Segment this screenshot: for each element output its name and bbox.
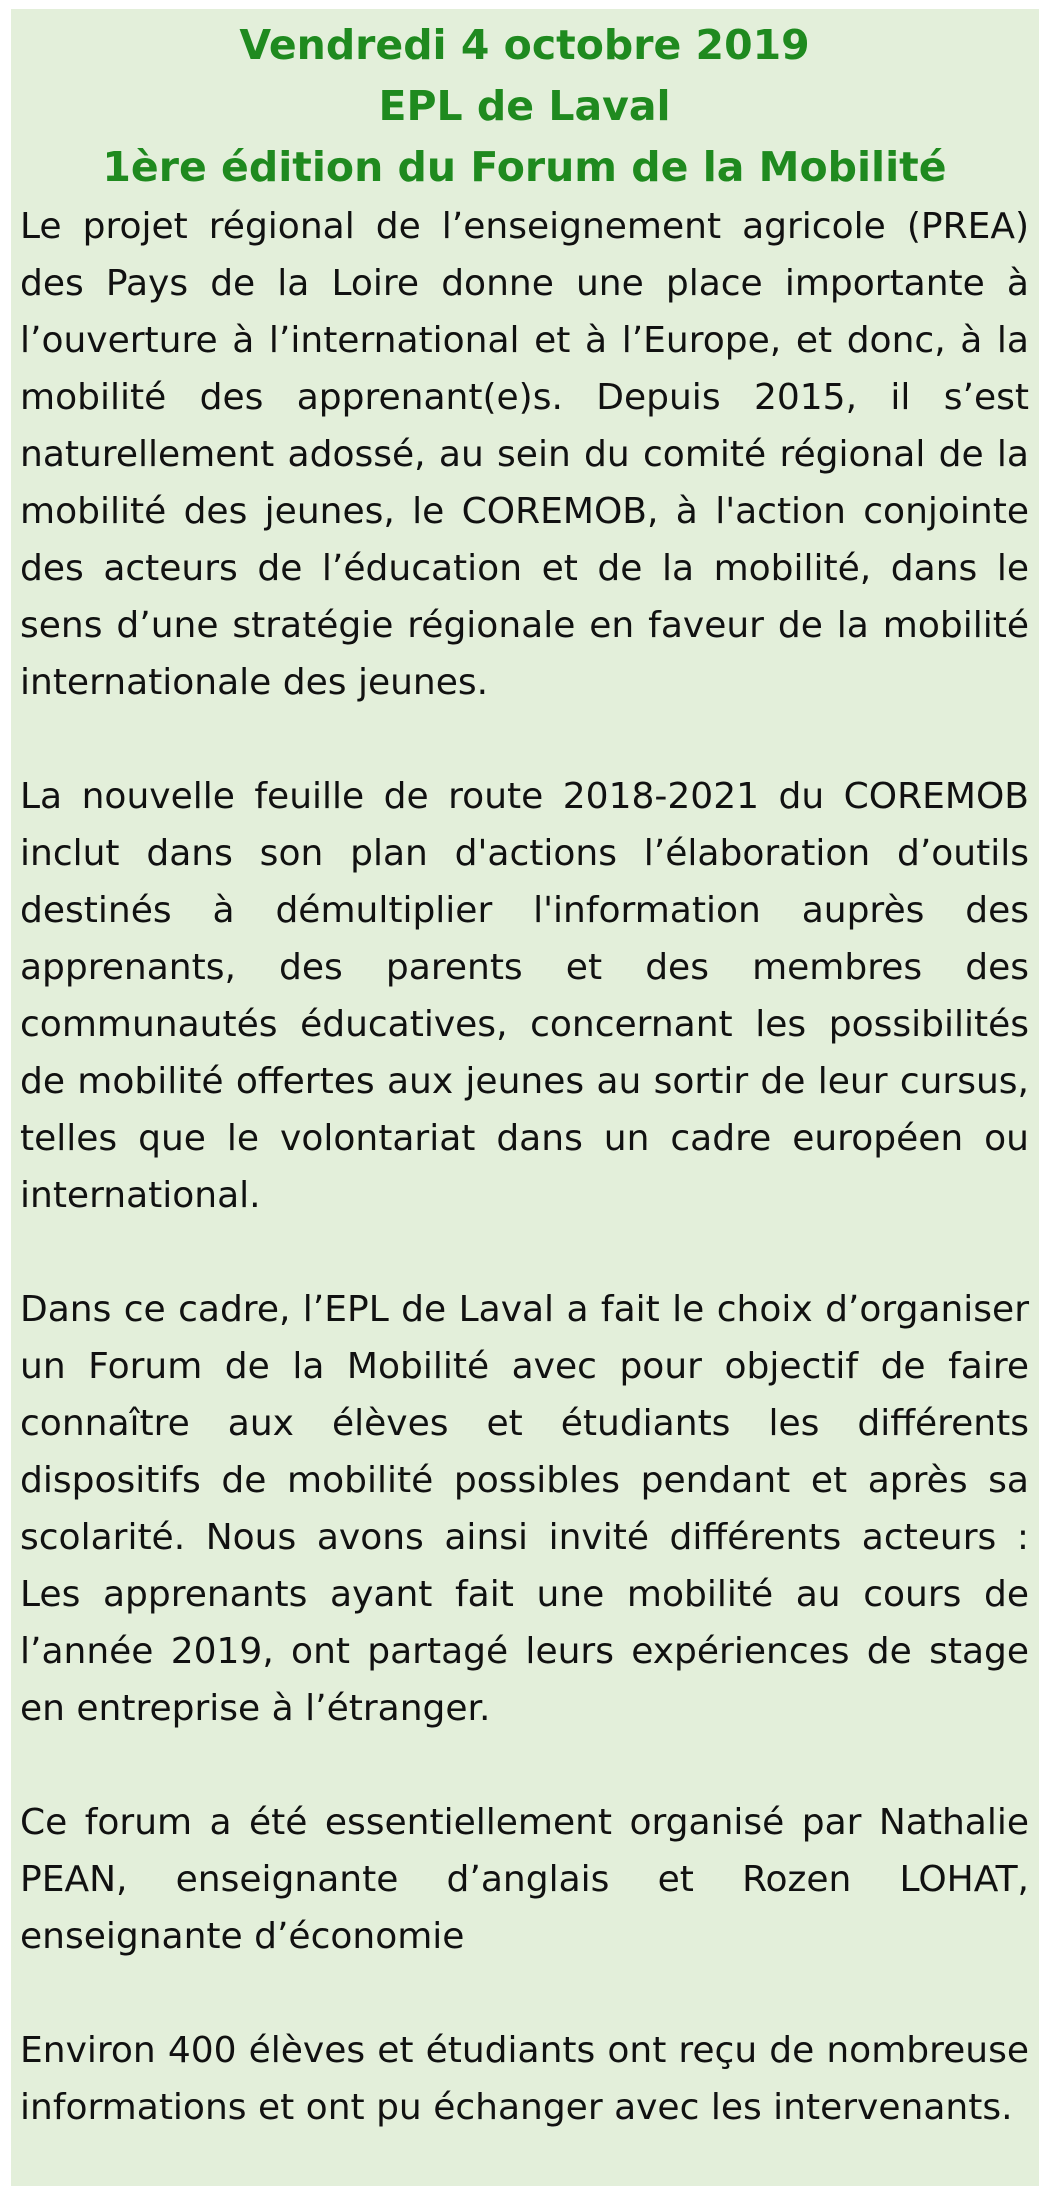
heading-location: EPL de Laval [378,82,671,130]
paragraph-attendance: Environ 400 élèves et étudiants ont reçu de nombreuse informations et ont pu échanger avec les intervenants. [20,2030,1029,2128]
paragraph-organizers: Ce forum a été essentiellement organisé par Nathalie PEAN, enseignante d’anglais et Rozen LOHAT, enseignante d’économie [20,1802,1029,1957]
article-heading [20,15,1029,198]
paragraph-coremob: La nouvelle feuille de route 2018-2021 du COREMOB inclut dans son plan d'actions l’élaboration d’outils destinés à démultiplier l'information auprès des apprenants, des parents et des membres des communautés éducatives, concernant les possibilités de mobilité offertes aux jeunes au sortir de leur cursus, telles que le volontariat dans un cadre européen ou international. [20,776,1029,1216]
paragraph-prea: Le projet régional de l’enseignement agricole (PREA) des Pays de la Loire donne une place importante à l’ouverture à l’international et à l’Europe, et donc, à la mobilité des apprenant(e)s. Depuis 2015, il s’est naturellement adossé, au sein du comité régional de la mobilité des jeunes, le COREMOB, à l'action conjointe des acteurs de l’éducation et de la mobilité, dans le sens d’une stratégie régionale en faveur de la mobilité internationale des jeunes. [20,206,1029,703]
article-panel [11,9,1039,2186]
paragraph-forum-purpose: Dans ce cadre, l’EPL de Laval a fait le choix d’organiser un Forum de la Mobilité avec pour objectif de faire connaître aux élèves et étudiants les différents dispositifs de mobilité possibles pendant et après sa scolarité. Nous avons ainsi invité différents acteurs : Les apprenants ayant fait une mobilité au cours de l’année 2019, ont partagé leurs expériences de stage en entreprise à l’étranger. [20,1289,1029,1729]
article-body [20,198,1029,2136]
heading-date: Vendredi 4 octobre 2019 [239,21,810,69]
heading-event-title: 1ère édition du Forum de la Mobilité [102,143,947,191]
